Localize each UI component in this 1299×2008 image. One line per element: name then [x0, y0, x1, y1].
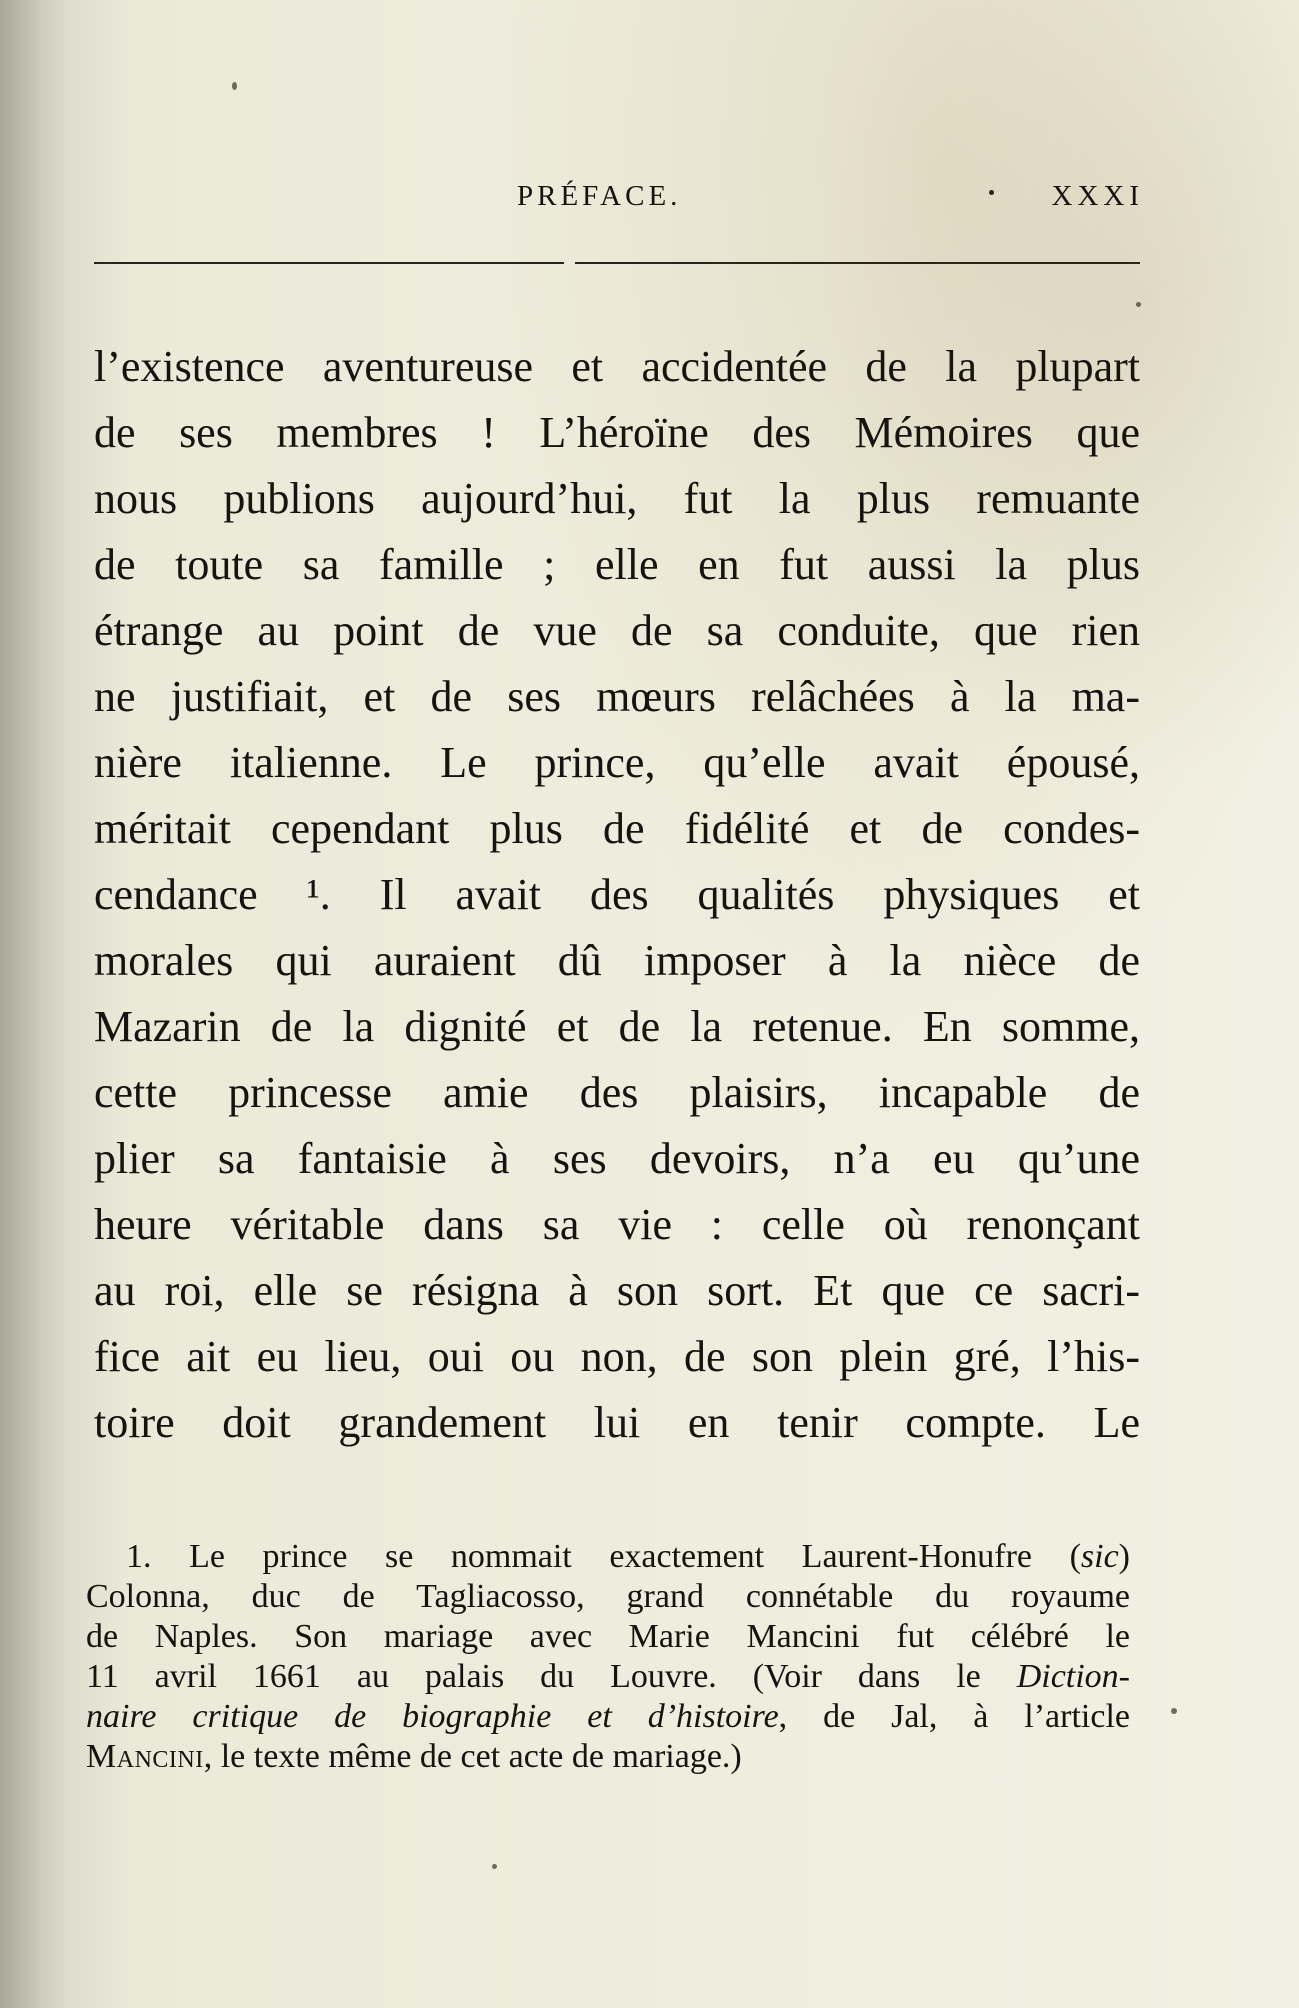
footnote-text: 11 avril 1661 au palais du Louvre. (Voir dans le [86, 1658, 1017, 1695]
footnote-italic-text: sic [1080, 1538, 1119, 1575]
text-line: méritait cependant plus de fidélité et de condes- [94, 804, 1140, 853]
paper-speck [1171, 1708, 1177, 1714]
text-line: l’existence aventureuse et accidentée de la plupart [94, 342, 1140, 391]
footnote-text: 1. Le prince se nommait exactement Laurent-Honufre ( [126, 1538, 1081, 1575]
text-line: de ses membres ! L’héroïne des Mémoires que [94, 408, 1140, 457]
header-rule-right [575, 262, 1140, 264]
text-line: fice ait eu lieu, oui ou non, de son plein gré, l’his- [94, 1332, 1140, 1381]
text-line: cendance ¹. Il avait des qualités physiques et [94, 870, 1140, 919]
text-line: nière italienne. Le prince, qu’elle avait épousé, [94, 738, 1140, 787]
footnote-smallcaps-text: Mancini [86, 1738, 204, 1775]
text-line: toire doit grandement lui en tenir compte. Le [94, 1398, 1140, 1447]
text-line: cette princesse amie des plaisirs, incapable de [94, 1068, 1140, 1117]
running-header [94, 176, 1144, 216]
footnote-line [86, 1697, 1130, 1737]
footnote-text: , le texte même de cet acte de mariage.) [203, 1738, 742, 1775]
main-text-block [94, 334, 1140, 1456]
text-line: Mazarin de la dignité et de la retenue. En somme, [94, 1002, 1140, 1051]
footnote-line: Colonna, duc de Tagliacosso, grand connétable du royaume [86, 1578, 1130, 1615]
paper-speck [232, 82, 237, 90]
text-line: morales qui auraient dû imposer à la nièce de [94, 936, 1140, 985]
paper-speck [1136, 302, 1141, 307]
text-line: plier sa fantaisie à ses devoirs, n’a eu qu’une [94, 1134, 1140, 1183]
footnote-line [86, 1737, 1130, 1777]
text-line: nous publions aujourd’hui, fut la plus remuante [94, 474, 1140, 523]
footnote-italic-text: Diction- [1016, 1658, 1130, 1695]
text-line: étrange au point de vue de sa conduite, que rien [94, 606, 1140, 655]
footnote-line [86, 1657, 1130, 1697]
text-line: au roi, elle se résigna à son sort. Et que ce sacri- [94, 1266, 1140, 1315]
paper-speck [492, 1864, 497, 1869]
footnote-text: ) [1118, 1538, 1130, 1575]
page-number: XXXI [1051, 180, 1144, 212]
text-line: de toute sa famille ; elle en fut aussi la plus [94, 540, 1140, 589]
footnote-line [86, 1537, 1130, 1577]
running-header-title: PRÉFACE. [517, 180, 682, 212]
text-line: ne justifiait, et de ses mœurs relâchées à la ma- [94, 672, 1140, 721]
footnote-line: de Naples. Son mariage avec Marie Mancini fut célébré le [86, 1618, 1130, 1655]
footnote-text: , de Jal, à l’article [778, 1698, 1130, 1735]
footnote-italic-text: naire critique de biographie et d’histoire [86, 1698, 779, 1735]
header-speck [989, 190, 994, 195]
footnote-block [86, 1537, 1130, 1777]
text-line: heure véritable dans sa vie : celle où renonçant [94, 1200, 1140, 1249]
page-gutter-shadow [0, 0, 70, 2008]
header-rule-left [94, 262, 564, 264]
